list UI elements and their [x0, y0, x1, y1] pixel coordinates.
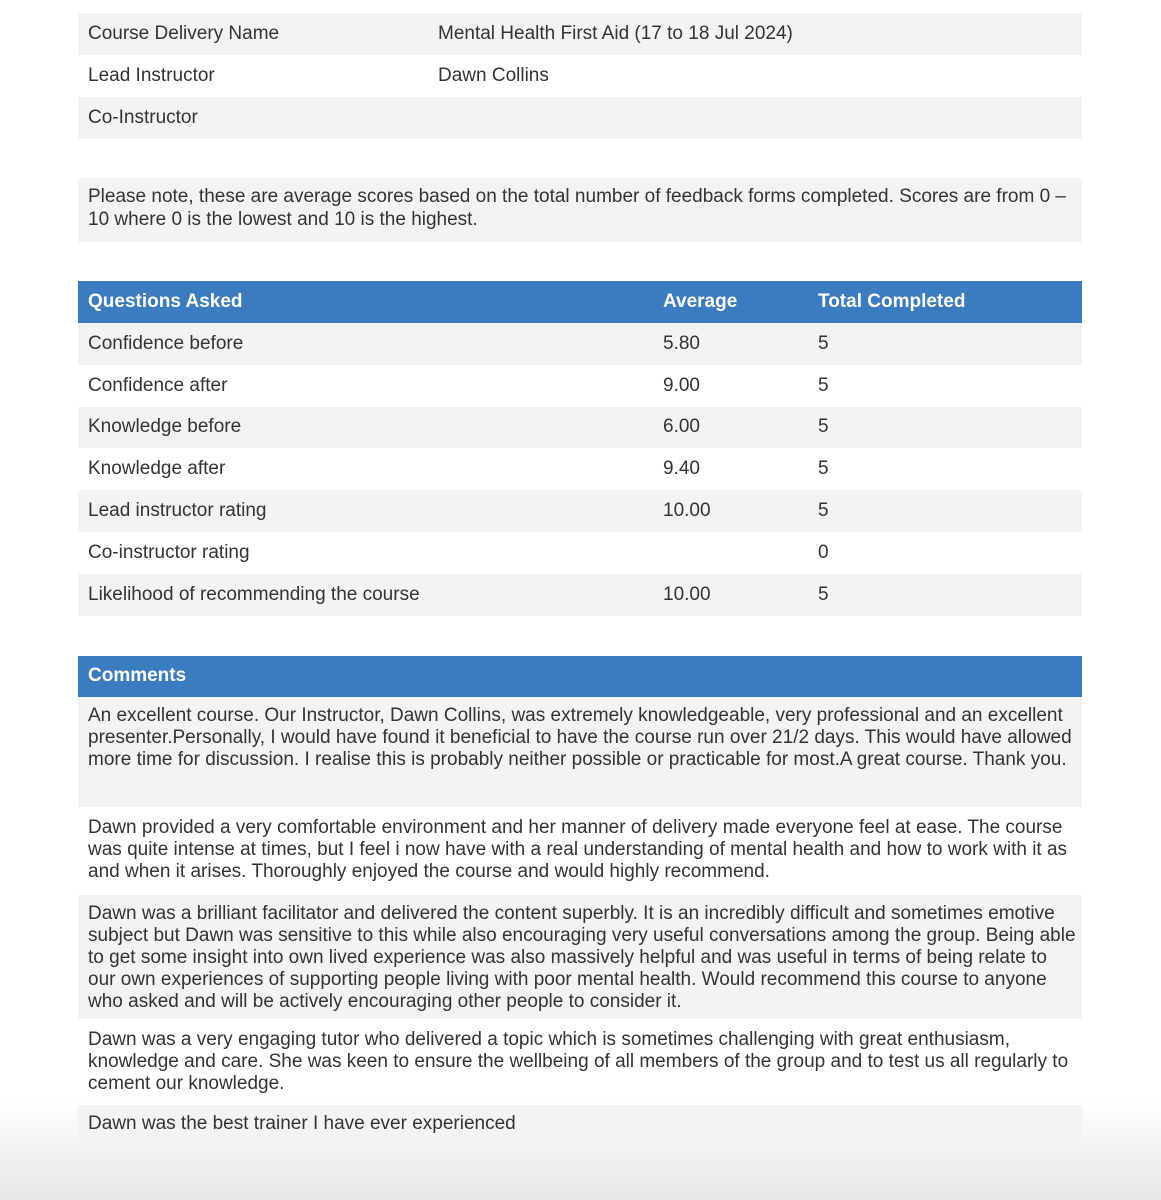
total-cell: 5 [818, 332, 829, 354]
scores-table-body [78, 323, 1082, 616]
total-cell: 5 [818, 500, 829, 522]
average-cell: 5.80 [663, 332, 700, 354]
course-delivery-row [78, 13, 1082, 55]
average-cell: 10.00 [663, 500, 711, 522]
question-cell: Co-instructor rating [88, 541, 250, 563]
table-row [78, 532, 1082, 574]
comment-item: Dawn was the best trainer I have ever experienced [78, 1105, 1082, 1145]
question-cell: Knowledge before [88, 416, 242, 438]
lead-instructor-row [78, 55, 1082, 97]
question-cell: Knowledge after [88, 458, 226, 480]
header-questions-asked: Questions Asked [88, 291, 243, 312]
table-row [78, 448, 1082, 490]
scores-table-header [78, 281, 1082, 323]
scoring-note: Please note, these are average scores based on the total number of feedback forms completed. Scores are from 0 – 10 where 0 is the lowest and 10 is the highest. [78, 178, 1082, 242]
total-cell: 5 [818, 583, 829, 605]
table-row [78, 407, 1082, 449]
question-cell: Confidence before [88, 332, 244, 354]
course-delivery-label: Course Delivery Name [88, 23, 280, 44]
lead-instructor-value: Dawn Collins [438, 65, 549, 86]
co-instructor-row [78, 97, 1082, 139]
table-row [78, 574, 1082, 616]
total-cell: 5 [818, 374, 829, 396]
comment-item: Dawn was a brilliant facilitator and delivered the content superbly. It is an incredibly difficult and sometimes emotive subject but Dawn was sensitive to this while also encouraging very useful conversations among the group. Being able to get some insight into own lived experience was also massively helpful and was useful in terms of being relate to our own experiences of supporting people living with poor mental health. Would recommend this course to anyone who asked and will be actively encouraging other people to consider it. [78, 895, 1082, 1019]
comment-item: Dawn provided a very comfortable environment and her manner of delivery made everyone feel at ease. The course was quite intense at times, but I feel i now have with a real understanding of mental health and how to work with it as and when it arises. Thoroughly enjoyed the course and would highly recommend. [88, 816, 1068, 882]
average-cell: 9.00 [663, 374, 700, 396]
feedback-report [78, 0, 1082, 1145]
question-cell: Confidence after [88, 374, 228, 396]
header-average: Average [663, 291, 738, 312]
lead-instructor-label: Lead Instructor [88, 65, 215, 86]
total-cell: 5 [818, 458, 829, 480]
total-cell: 0 [818, 541, 829, 563]
comment-item: An excellent course. Our Instructor, Dawn Collins, was extremely knowledgeable, very professional and an excellent presenter.Personally, I would have found it beneficial to have the course run over 21/2 days. This would have allowed more time for discussion. I realise this is probably neither possible or practicable for most.A great course. Thank you. [78, 697, 1082, 807]
scores-table [78, 281, 1082, 616]
comment-item: Dawn was a very engaging tutor who delivered a topic which is sometimes challenging with great enthusiasm, knowledge and care. She was keen to ensure the wellbeing of all members of the group and to test us all regularly to cement our knowledge. [88, 1028, 1069, 1094]
table-row [78, 323, 1082, 365]
average-cell: 6.00 [663, 416, 700, 438]
comments-section [78, 656, 1082, 1145]
average-cell: 9.40 [663, 458, 700, 480]
question-cell: Likelihood of recommending the course [88, 583, 420, 605]
question-cell: Lead instructor rating [88, 500, 267, 522]
comments-header: Comments [78, 656, 1082, 697]
course-delivery-value: Mental Health First Aid (17 to 18 Jul 2024) [438, 23, 793, 44]
average-cell: 10.00 [663, 583, 711, 605]
table-row [78, 365, 1082, 407]
co-instructor-label: Co-Instructor [88, 107, 198, 128]
table-row [78, 490, 1082, 532]
course-info-table [78, 13, 1082, 139]
header-total-completed: Total Completed [818, 291, 966, 312]
total-cell: 5 [818, 416, 829, 438]
